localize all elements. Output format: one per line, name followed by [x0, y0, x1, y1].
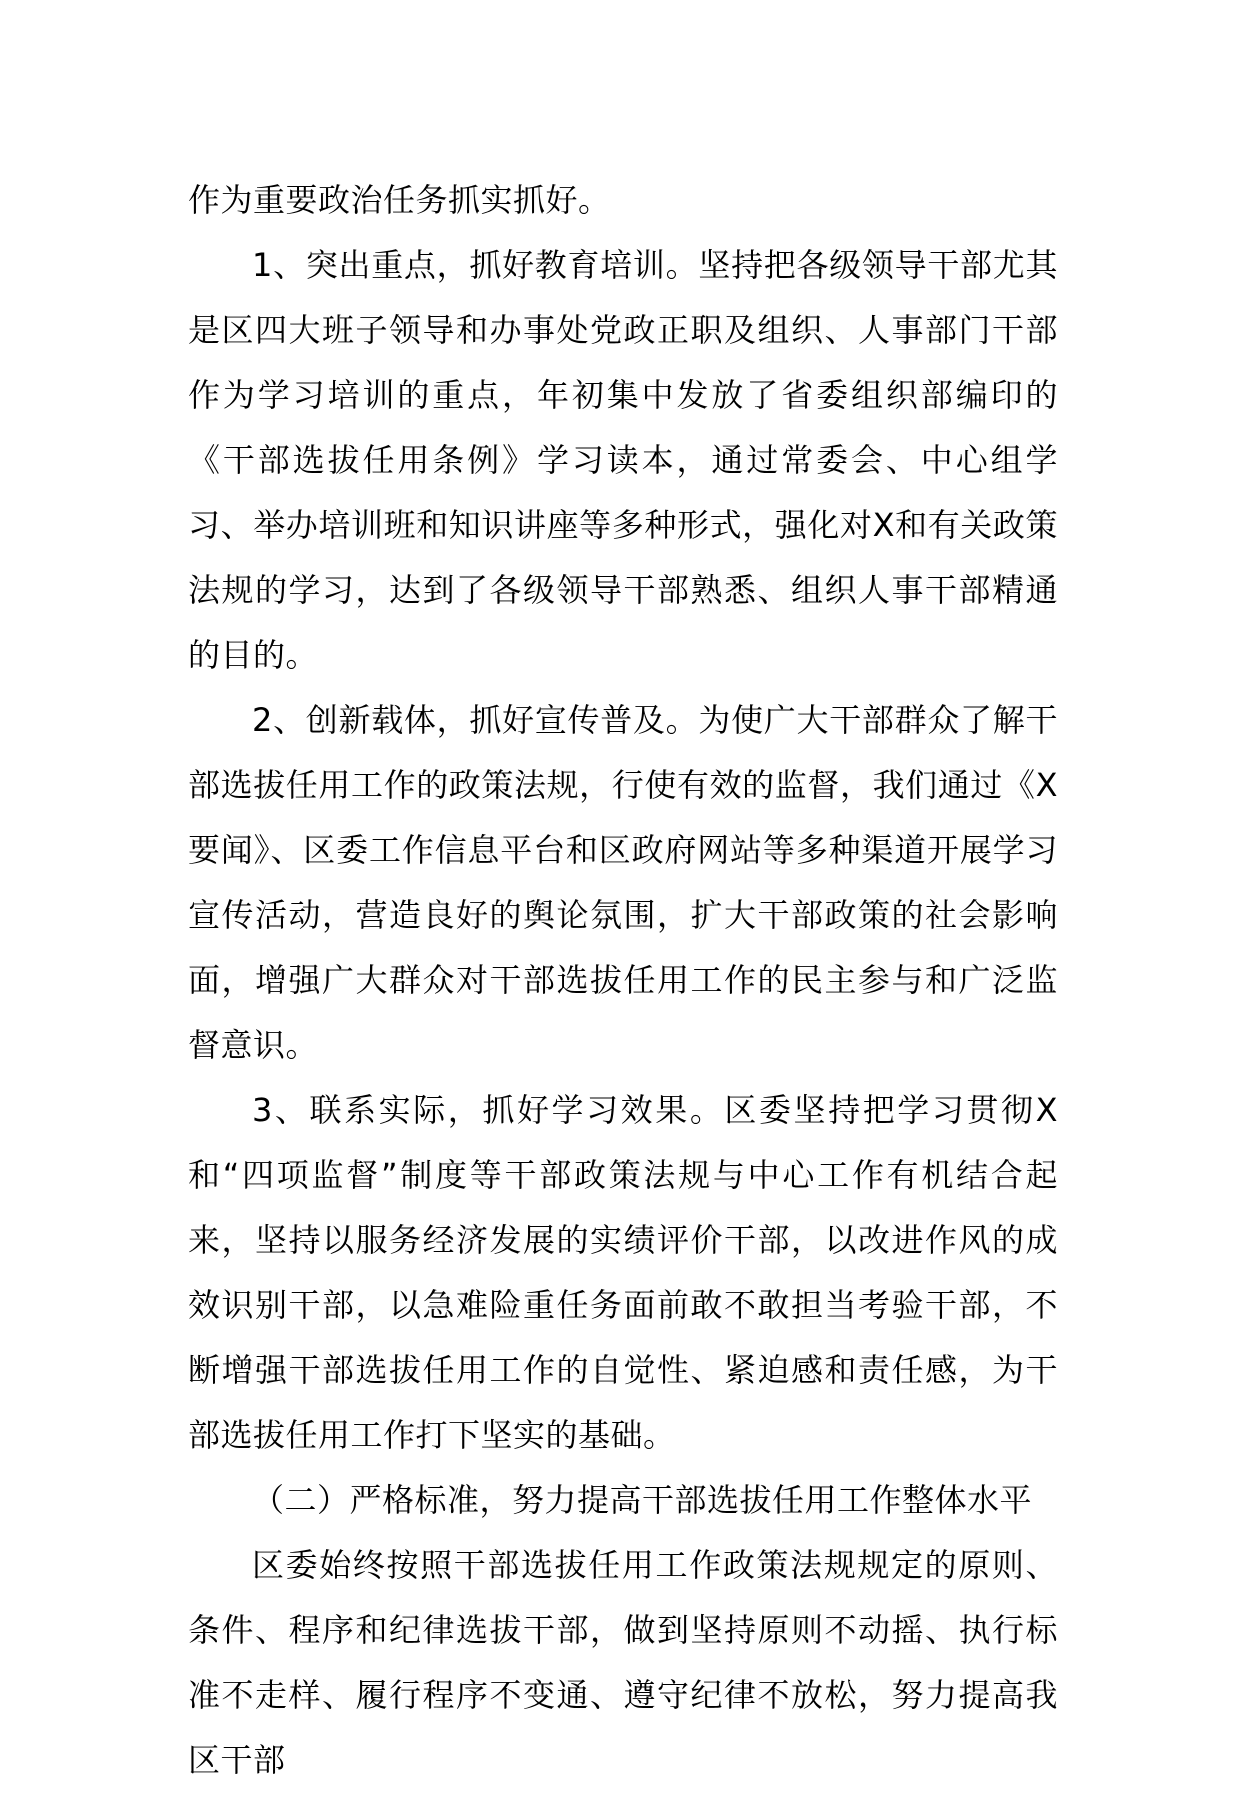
paragraph-item-2-publicity: 2、创新载体，抓好宣传普及。为使广大干部群众了解干部选拔任用工作的政策法规，行使有效的监督，我们通过《X要闻》、区委工作信息平台和区政府网站等多种渠道开展学习宣传活动，营造良好的舆论氛围，扩大干部政策的社会影响面，增强广大群众对干部选拔任用工作的民主参与和广泛监督意识。: [188, 701, 1058, 1064]
paragraph-item-3-practice: 3、联系实际，抓好学习效果。区委坚持把学习贯彻X和“四项监督”制度等干部政策法规与中心工作有机结合起来，坚持以服务经济发展的实绩评价干部，以改进作风的成效识别干部，以急难险重任务面前敢不敢担当考验干部，不断增强干部选拔任用工作的自觉性、紧迫感和责任感，为干部选拔任用工作打下坚实的基础。: [188, 1091, 1058, 1454]
paragraph-continuation: 作为重要政治任务抓实抓好。: [188, 181, 611, 219]
paragraph-standards: 区委始终按照干部选拔任用工作政策法规规定的原则、条件、程序和纪律选拔干部，做到坚持原则不动摇、执行标准不走样、履行程序不变通、遵守纪律不放松，努力提高我区干部: [188, 1546, 1058, 1779]
document-body: [188, 168, 1058, 1793]
section-heading-2: （二）严格标准，努力提高干部选拔任用工作整体水平: [252, 1481, 1033, 1519]
paragraph-item-1-training: 1、突出重点，抓好教育培训。坚持把各级领导干部尤其是区四大班子领导和办事处党政正职及组织、人事部门干部作为学习培训的重点，年初集中发放了省委组织部编印的《干部选拔任用条例》学习读本，通过常委会、中心组学习、举办培训班和知识讲座等多种形式，强化对X和有关政策法规的学习，达到了各级领导干部熟悉、组织人事干部精通的目的。: [188, 246, 1058, 674]
